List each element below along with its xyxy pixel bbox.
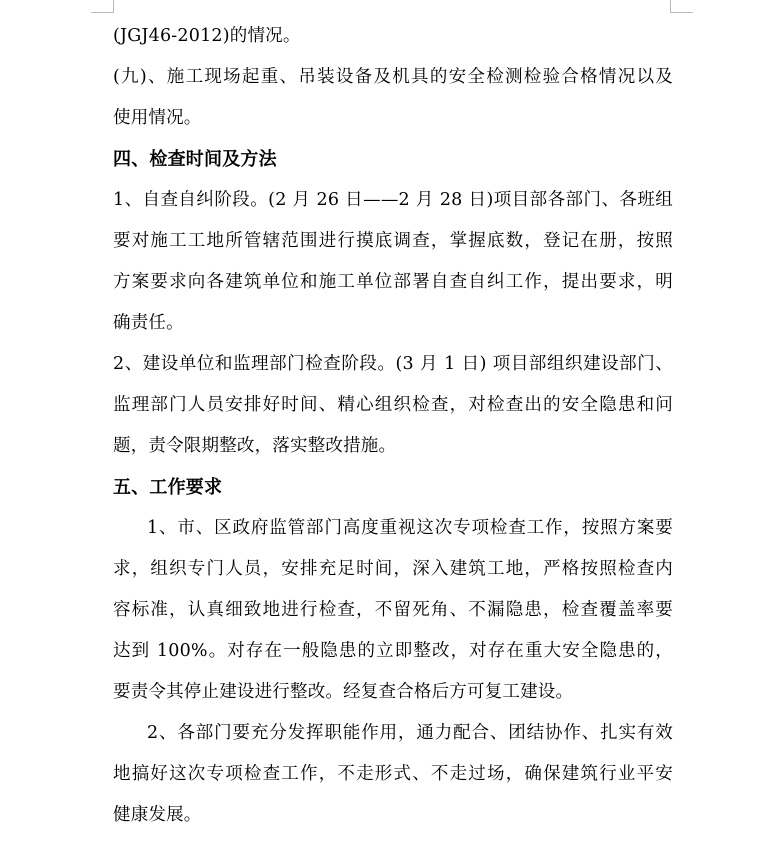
text-line: 要责令其停止建设进行整改。经复查合格后方可复工建设。 — [113, 682, 574, 702]
text-line: 监理部门人员安排好时间、精心组织检查，对检查出的安全隐患和问 — [113, 395, 673, 415]
text-line: 1、自查自纠阶段。(2 月 26 日——2 月 28 日)项目部各部门、各班组 — [113, 190, 673, 210]
text-line: 要对施工工地所管辖范围进行摸底调查，掌握底数，登记在册，按照 — [113, 231, 673, 251]
text-line: 确责任。 — [113, 313, 184, 333]
text-line: 求，组织专门人员，安排充足时间，深入建筑工地，严格按照检查内 — [113, 559, 673, 579]
text-line: (JGJ46-2012)的情况。 — [113, 26, 301, 46]
section-heading: 五、工作要求 — [113, 477, 223, 498]
text-line: 容标准，认真细致地进行检查，不留死角、不漏隐患，检查覆盖率要 — [113, 600, 673, 620]
text-line: 1、市、区政府监管部门高度重视这次专项检查工作，按照方案要 — [147, 518, 673, 538]
text-line: (九)、施工现场起重、吊装设备及机具的安全检测检验合格情况以及 — [113, 67, 673, 87]
section-heading: 四、检查时间及方法 — [113, 149, 277, 170]
text-line: 2、各部门要充分发挥职能作用，通力配合、团结协作、扎实有效 — [147, 723, 673, 743]
margin-corner-mark-left — [91, 0, 114, 13]
text-line: 题，责令限期整改，落实整改措施。 — [113, 436, 397, 456]
text-line: 健康发展。 — [113, 805, 202, 825]
text-line: 2、建设单位和监理部门检查阶段。(3 月 1 日) 项目部组织建设部门、 — [113, 354, 673, 374]
text-line: 地搞好这次专项检查工作，不走形式、不走过场，确保建筑行业平安 — [113, 764, 673, 784]
text-line: 达到 100%。对存在一般隐患的立即整改，对存在重大安全隐患的， — [113, 641, 673, 661]
text-line: 使用情况。 — [113, 108, 202, 128]
document-body — [113, 16, 673, 836]
margin-corner-mark-right — [670, 0, 693, 13]
text-line: 方案要求向各建筑单位和施工单位部署自查自纠工作，提出要求，明 — [113, 272, 673, 292]
